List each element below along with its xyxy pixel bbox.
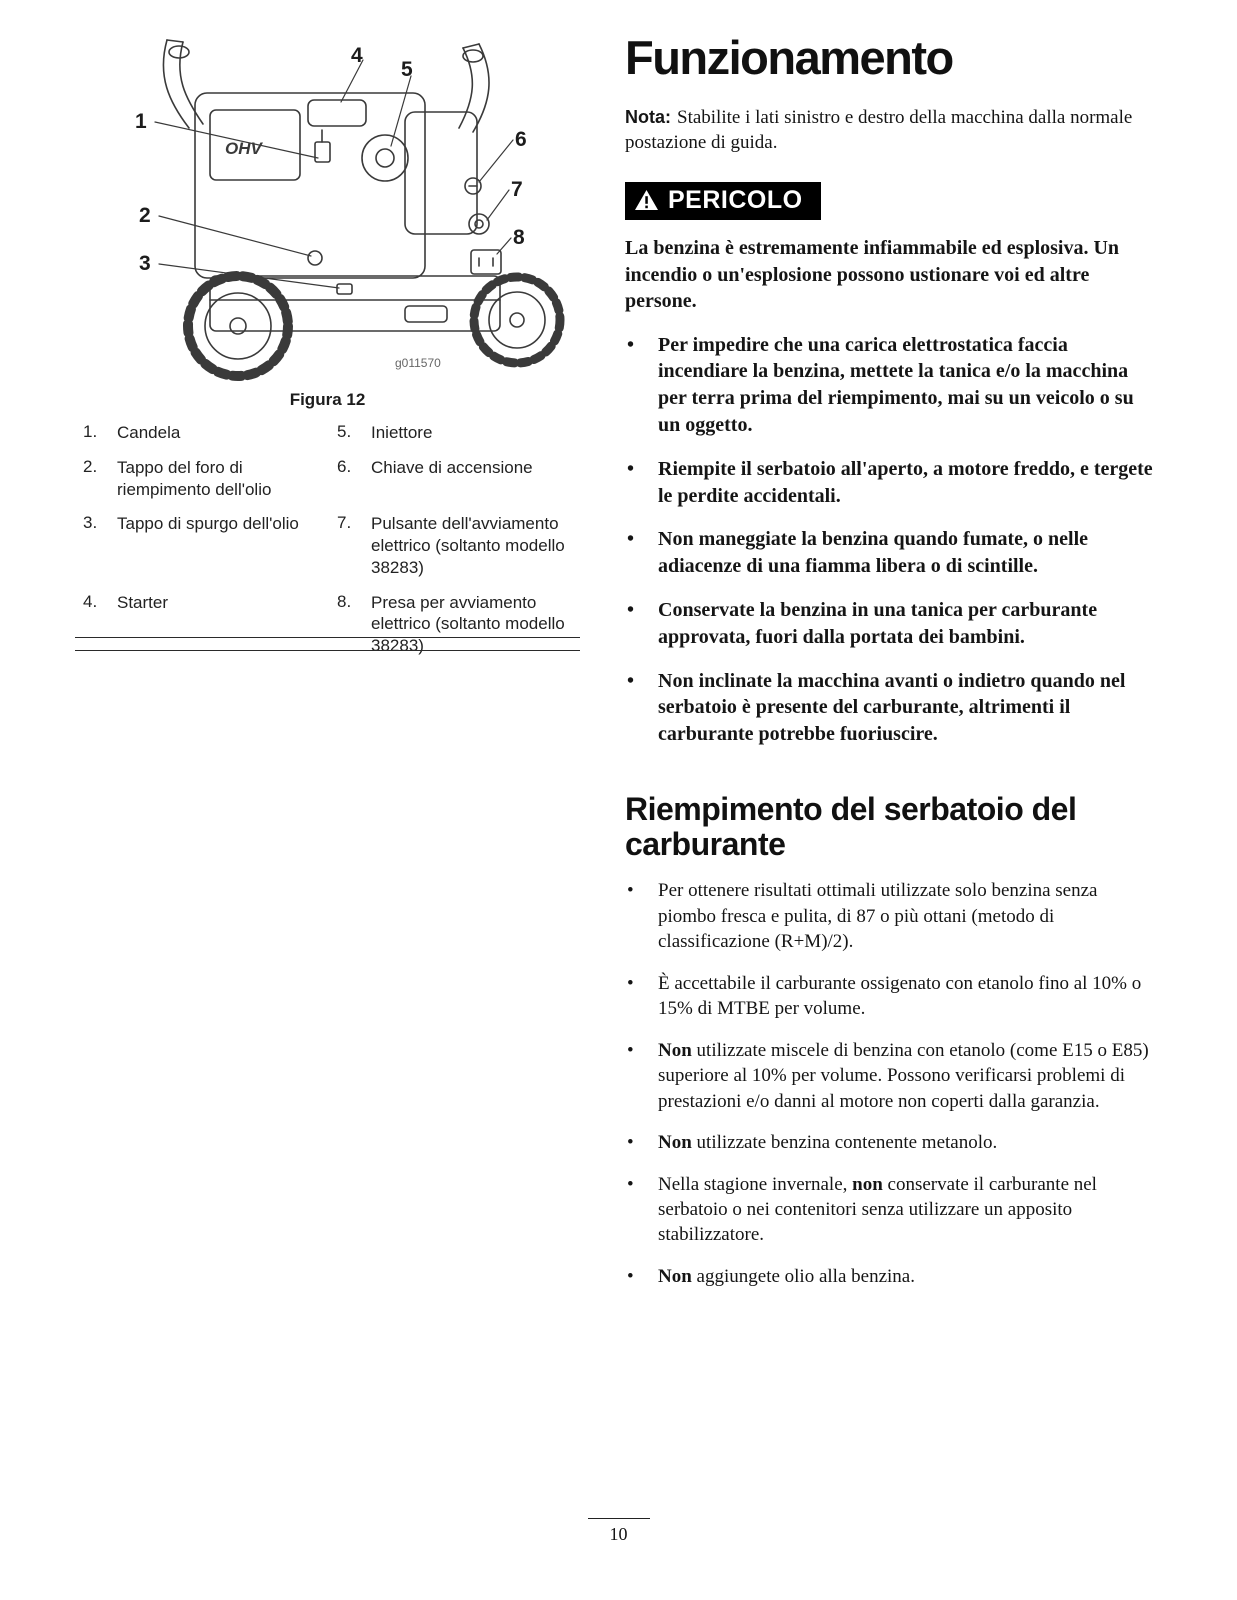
figure-legend [83,422,583,670]
legend-number: 4. [83,591,98,611]
legend-entry [83,513,337,535]
legend-entry [83,457,337,501]
legend-entry [83,592,337,614]
legend-label: Starter [117,592,169,612]
legend-number: 5. [337,422,352,441]
warning-triangle-icon [634,189,659,211]
figure-credit: g011570 [395,356,441,370]
danger-label: PERICOLO [668,185,803,214]
legend-label: Iniettore [371,423,433,442]
legend-label: Pulsante dell'avviamento elettrico (soltanto modello 38283) [371,514,565,577]
legend-row [83,513,583,578]
figure-callout-5: 5 [401,58,413,81]
figure-caption: Figura 12 [289,390,366,409]
danger-bullet: • Non maneggiate la benzina quando fumate, o nelle adiacenze di una fiamma libera o di scintille. [625,526,1158,580]
danger-bullet: • Riempite il serbatoio all'aperto, a motore freddo, e tergete le perdite accidentali. [625,456,1158,510]
fuel-section-title: Riempimento del serbatoio del carburante [625,791,1077,863]
legend-number: 1. [83,422,98,441]
legend-label: Presa per avviamento elettrico (soltanto modello 38283) [371,592,565,655]
legend-entry [83,422,337,444]
legend-row [83,422,583,444]
svg-text:OHV: OHV [225,139,262,158]
figure-callout-2: 2 [139,204,151,227]
fuel-bullet: • È accettabile il carburante ossigenato con etanolo fino al 10% o 15% di MTBE per volume. [625,971,1158,1022]
legend-number: 6. [337,456,352,476]
note-text: Stabilite i lati sinistro e destro della macchina dalla normale postazione di guida. [625,107,1133,154]
legend-number: 2. [83,456,98,476]
fuel-bullet: • Nella stagione invernale, non conservate il carburante nel serbatoio o nei contenitori senza utilizzare un apposito stabilizzatore. [625,1172,1158,1248]
legend-number: 8. [337,591,352,611]
legend-label: Tappo di spurgo dell'olio [117,514,299,534]
legend-number: 3. [83,513,98,533]
fuel-bullet: • Non utilizzate miscele di benzina con etanolo (come E15 o E85) superiore al 10% per volume. Possono verificarsi problemi di prestazioni e/o danni al motore non coperti dalla garanzia. [625,1038,1158,1114]
figure-callout-8: 8 [513,226,525,249]
page-title: Funzionamento [625,31,953,84]
danger-bullet-list [625,332,1158,748]
legend-row [83,457,583,501]
danger-bullet: • Non inclinate la macchina avanti o indietro quando nel serbatoio è presente del carburante, altrimenti il carburante potrebbe fuoriuscire. [625,668,1158,748]
footer-rule [588,1518,650,1519]
legend-entry [337,457,583,479]
legend-entry [337,513,583,578]
danger-banner [625,182,821,220]
snowblower-engine-drawing [75,38,580,388]
figure-callout-6: 6 [515,128,527,151]
legend-label: Candela [117,423,181,442]
legend-label: Tappo del foro di riempimento dell'olio [117,457,272,499]
figure-callout-4: 4 [351,44,363,67]
section-divider [75,637,580,651]
figure-callout-7: 7 [511,178,523,201]
main-column [625,31,1158,1289]
page-footer [0,1518,1237,1545]
legend-label: Chiave di accensione [371,457,533,477]
figure-callout-1: 1 [135,110,147,133]
fuel-bullet-list [625,878,1158,1289]
danger-bullet: • Per impedire che una carica elettrostatica faccia incendiare la benzina, mettete la tanica e/o la macchina per terra prima del riempimento, mai su un veicolo o su un oggetto. [625,332,1158,439]
note-paragraph [625,105,1158,156]
figure-12 [75,38,580,388]
legend-number: 7. [337,513,352,533]
fuel-bullet: • Non aggiungete olio alla benzina. [625,1264,1158,1289]
danger-bullet: • Conservate la benzina in una tanica per carburante approvata, fuori dalla portata dei bambini. [625,597,1158,651]
page-number: 10 [609,1524,628,1544]
fuel-bullet: • Per ottenere risultati ottimali utilizzate solo benzina senza piombo fresca e pulita, di 87 o più ottani (metodo di classificazione (R+M)/2). [625,878,1158,954]
fuel-bullet: • Non utilizzate benzina contenente metanolo. [625,1130,1158,1155]
figure-callout-3: 3 [139,252,151,275]
legend-entry [337,422,583,444]
danger-lead-text: La benzina è estremamente infiammabile ed esplosiva. Un incendio o un'esplosione possono ustionare voi ed altre persone. [625,236,1120,313]
note-label: Nota: [625,107,671,127]
